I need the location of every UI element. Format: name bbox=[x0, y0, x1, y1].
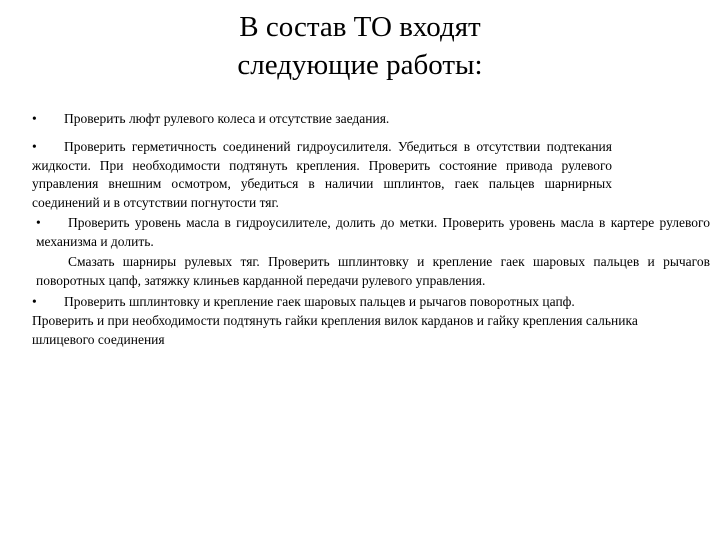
list-item-1 bbox=[32, 110, 612, 129]
item-text: Проверить герметичность соединений гидроусилителя. Убедиться в отсутствии подтекания жидкости. При необходимости подтянуть крепления. Проверить состояние привода рулевого управления внешним осмотром, убедиться в наличии шплинтов, гаек пальцев шарнирных соединений и в отсутствии погнутости тяг. bbox=[32, 139, 612, 210]
list-item-3 bbox=[36, 214, 710, 251]
list-item-6 bbox=[32, 312, 692, 349]
list-item-2 bbox=[32, 138, 612, 212]
item-text: Проверить шплинтовку и крепление гаек шаровых пальцев и рычагов поворотных цапф. bbox=[64, 294, 575, 309]
slide-title bbox=[180, 8, 540, 84]
item-text: Проверить уровень масла в гидроусилителе, долить до метки. Проверить уровень масла в картере рулевого механизма и долить. bbox=[36, 215, 710, 249]
item-text: Смазать шарниры рулевых тяг. Проверить шплинтовку и крепление гаек шаровых пальцев и рычагов поворотных цапф, затяжку клиньев карданной передачи рулевого управления. bbox=[36, 254, 710, 288]
list-item-5 bbox=[32, 293, 692, 312]
title-line-1: В состав ТО входят bbox=[239, 11, 481, 43]
bullet-icon: • bbox=[36, 215, 41, 230]
bullet-icon: • bbox=[32, 111, 37, 126]
list-item-4 bbox=[36, 253, 710, 290]
bullet-icon: • bbox=[32, 294, 37, 309]
item-text: Проверить и при необходимости подтянуть гайки крепления вилок карданов и гайку крепления сальника шлицевого соединения bbox=[32, 313, 638, 347]
bullet-icon: • bbox=[32, 139, 37, 154]
title-line-2: следующие работы: bbox=[237, 49, 483, 81]
item-text: Проверить люфт рулевого колеса и отсутствие заедания. bbox=[64, 111, 390, 126]
